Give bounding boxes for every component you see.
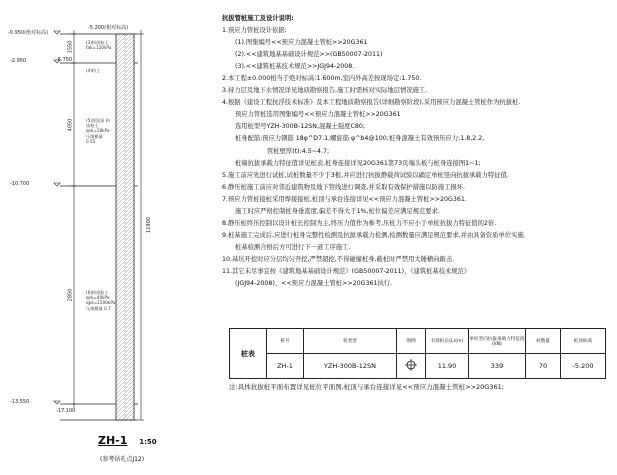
notes-line: (3).<<建筑桩基技术规范>>JGJ94-2008. [235,63,355,71]
notes-line: 7.预应力管桩接桩采用焊接接桩,桩顶与承台连接详见<<预应力混凝土管桩>>20G361. [222,195,467,203]
notes-line: 10.基坑开挖时应分层均匀开挖,严禁超挖,不得碰撞桩身,截桩时严禁用大锤横向敲击. [222,255,455,263]
caption-label: ZH-1 [98,434,128,447]
elevation-marker-icon [54,401,60,404]
pile-table-header: 桩号 [267,329,304,354]
notes-line: (JGJ94-2008)、<<预应力混凝土管桩>>20G361执行. [235,280,393,288]
notes-line: 选用桩型号YZH-300B-12SN,混凝土强度C80; [235,123,365,131]
notes-title: 抗拔管桩施工及设计说明: [222,15,294,22]
design-notes [222,13,614,290]
notes-line: 3.持力层及地下水情况详见地质勘察报告,施工时需核对实际地层情况施工. [222,87,428,95]
elevation-label: -17.100 [56,408,76,414]
caption-subtitle: (参考钻孔点J12) [100,456,145,463]
notes-line: 4.根据《建设工程抗浮技术标准》及本工程地质勘察报告(详细勘察阶段),采用预应力混凝土管桩作为抗拔桩. [222,99,521,107]
elevation-marker-icon [54,183,60,186]
pile-table-header: 桩类型 [304,329,397,354]
pile-table-cell: 70 [526,354,561,379]
pile-symbol-icon [405,359,417,371]
notes-line: 5.施工前应先进行试桩,试桩数量不少于3根,并应进行抗拔静载荷试验以确定单桩竖向抗拔承载力特征值. [222,171,509,179]
pile-table-header: 单桩竖向抗拔承载力特征值(kN) [469,329,526,354]
pile-table-cell: 11.90 [426,354,469,379]
pile-table-header: 桩数量 [526,329,561,354]
elevation-label: -10.700 [10,181,30,187]
notes-line: 11.其它未尽事宜按《建筑地基基础设计规范》(GB50007-2011)、《建筑桩基技术规范》 [222,267,471,275]
elevation-label: -13.550 [10,399,30,405]
notes-line: 2.本工程±0.000相当于绝对标高:1.600m,室内外高差按现场定:1.750. [222,75,422,83]
notes-line: 1.预应力管桩设计依据: [222,27,287,35]
caption-scale: 1:50 [139,438,157,446]
notes-line: (1).图集编号<<预应力混凝土管桩>>20G361 [235,39,368,47]
dimension-label: 2850 [67,288,74,302]
elevation-label: -6.750 [56,57,73,63]
elevation-label: -2.950 [10,58,27,64]
soil-layer-label: (4)粉土 [86,68,101,73]
pile-table-header: 有效桩长(L)(m) [426,329,469,354]
notes-line: 8.静压桩终压控制以设计桩长控制为主,终压力值作为参考,压桩力不应小于单桩抗拔力特征值的2倍. [222,219,497,227]
pile-table-cell: ZH-1 [267,354,304,379]
table-footnote: 注:具体抗拔桩平面布置详见桩位平面图,桩顶与承台连接详见<<预应力混凝土管桩>>20G361; [229,383,504,391]
elevation-marker-icon [54,31,60,34]
pile-table-cell: -5.200 [561,354,606,379]
pile-table-header: 图例 [397,329,426,354]
notes-line: 施工时应严格控制桩身垂直度,偏差不得大于1%,桩位偏差应满足规范要求. [235,207,440,215]
soil-layer-label: (3)粉质粘土 fak=120kPa [86,40,112,51]
pile-table-header: 桩顶标高 [561,329,606,354]
soil-layer-label: (6)粉质粘土 qsk=40kPa qpk=1500kPa 压缩模量 0.7 [86,290,116,311]
elevation-label: -5.200(相对标高) [88,25,129,31]
notes-line: 9.桩基施工完成后,应进行桩身完整性检测及抗拔承载力检测,检测数量应满足规范要求,并由具备资质单位实施. [222,231,526,239]
notes-line: 管桩壁厚(t):4.5~4.7; [267,147,330,155]
dimension-label: 4050 [67,118,74,132]
pile-table-cell [397,354,426,379]
notes-line: 桩基检测合格后方可进行下一道工序施工. [235,243,351,251]
pile-table [229,328,606,379]
notes-line: (2).<<建筑地基基础设计规范>>(GB50007-2011) [235,51,383,59]
pile-table-row-header: 桩表 [230,329,267,379]
dimension-label: 11900 [145,217,152,233]
dimension-label: 1550 [67,40,74,54]
notes-line: 桩身配筋:预应力钢筋 18φ^D7.1,螺旋筋 φ^b4@100;桩身混凝土有效预压应力:1.8,2.2, [235,135,485,143]
notes-line: 预应力管桩选用图集编号<<预应力混凝土管桩>>20G361 [235,111,401,119]
notes-line: 6.静压桩施工前应对邻近建筑物及地下管线进行调查,并采取有效保护措施以防施工损坏. [222,183,465,191]
soil-layer-label: (5)淤泥质 粉质粘土 qsk=18kPa 压缩模量 0.55 [86,118,111,144]
notes-line: 桩端抗拔承载力特征值详见桩表,桩身连接详见20G361第73页端头板与桩身连接图1~1; [235,159,481,167]
pile-table-cell: 339 [469,354,526,379]
drawing-caption [98,434,157,447]
elevation-label: -0.950(绝对标高) [8,30,49,36]
pile-table-cell: YZH-300B-12SN [304,354,397,379]
